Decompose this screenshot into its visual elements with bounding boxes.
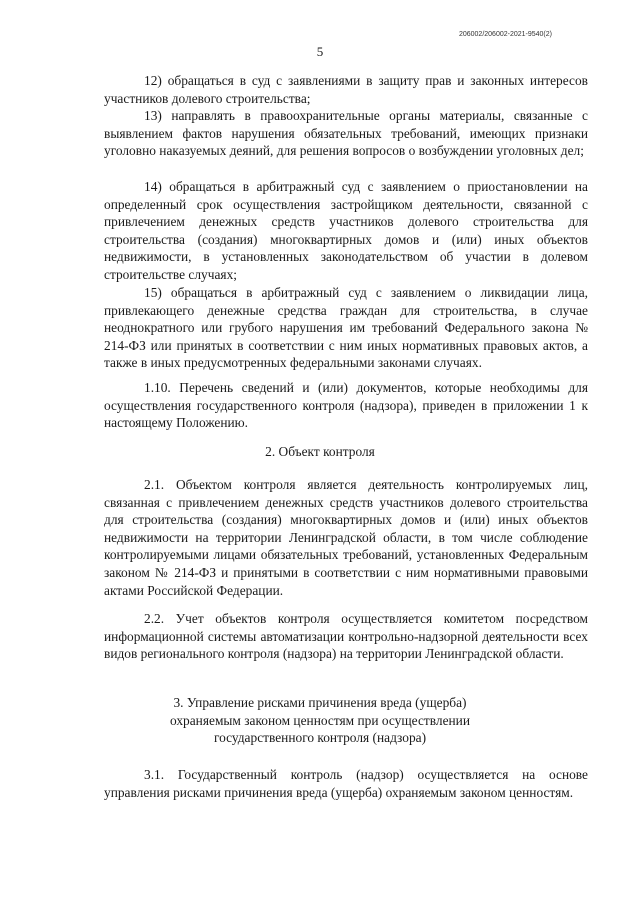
section-3-heading-line-1: 3. Управление рисками причинения вреда (ущерба) — [173, 695, 467, 710]
section-3-heading-line-2: охраняемым законом ценностям при осуществлении — [169, 712, 471, 728]
section-3-heading-line-3: государственного контроля (надзора) — [213, 730, 427, 746]
section-2-heading: 2. Объект контроля — [265, 444, 375, 459]
document-id: 206002/206002-2021-9540(2) — [458, 31, 552, 38]
page-number: 5 — [316, 44, 324, 59]
paragraph-2-1: 2.1. Объектом контроля является деятельность контролируемых лиц, связанная с привлечением денежных средств участников долевого строительства для строительства (создания) многоквартирных домов и (или) иных объектов недвижимости на территории Ленинградской области, в том числе соблюдение контролируемыми лицами обязательных требований, установленных Федеральным законом № 214-ФЗ и принятыми в соответствии с ним нормативными правовыми актами Российской Федерации. — [104, 477, 588, 598]
paragraph-item-13: 13) направлять в правоохранительные органы материалы, связанные с выявлением фактов нарушения обязательных требований, имеющих признаки уголовно наказуемых деяний, для решения вопросов о возбуждении уголовных дел; — [104, 108, 588, 159]
paragraph-item-12: 12) обращаться в суд с заявлениями в защиту прав и законных интересов участников долевого строительства; — [104, 73, 588, 106]
paragraph-item-15: 15) обращаться в арбитражный суд с заявлением о ликвидации лица, привлекающего денежные средства граждан для строительства, в случае неоднократного или грубого нарушения им требований Федерального закона № 214-ФЗ или принятых в соответствии с ним иных нормативных правовых актов, а также в иных предусмотренных федеральными законами случаях. — [104, 285, 588, 371]
paragraph-1-10: 1.10. Перечень сведений и (или) документов, которые необходимы для осуществления государственного контроля (надзора), приведен в приложении 1 к настоящему Положению. — [104, 380, 588, 431]
paragraph-3-1: 3.1. Государственный контроль (надзор) осуществляется на основе управления рисками причинения вреда (ущерба) охраняемым законом ценностям. — [104, 767, 588, 800]
paragraph-2-2: 2.2. Учет объектов контроля осуществляется комитетом посредством информационной системы автоматизации контрольно-надзорной деятельности всех видов регионального контроля (надзора) на территории Ленинградской области. — [104, 611, 588, 662]
paragraph-item-14: 14) обращаться в арбитражный суд с заявлением о приостановлении на определенный срок осуществления застройщиком деятельности, связанной с привлечением денежных средств участников долевого строительства для строительства (создания) многоквартирных домов и (или) иных объектов недвижимости, в установленных законодательством об участии в долевом строительстве случаях; — [104, 179, 588, 282]
section-3-heading — [0, 694, 640, 747]
